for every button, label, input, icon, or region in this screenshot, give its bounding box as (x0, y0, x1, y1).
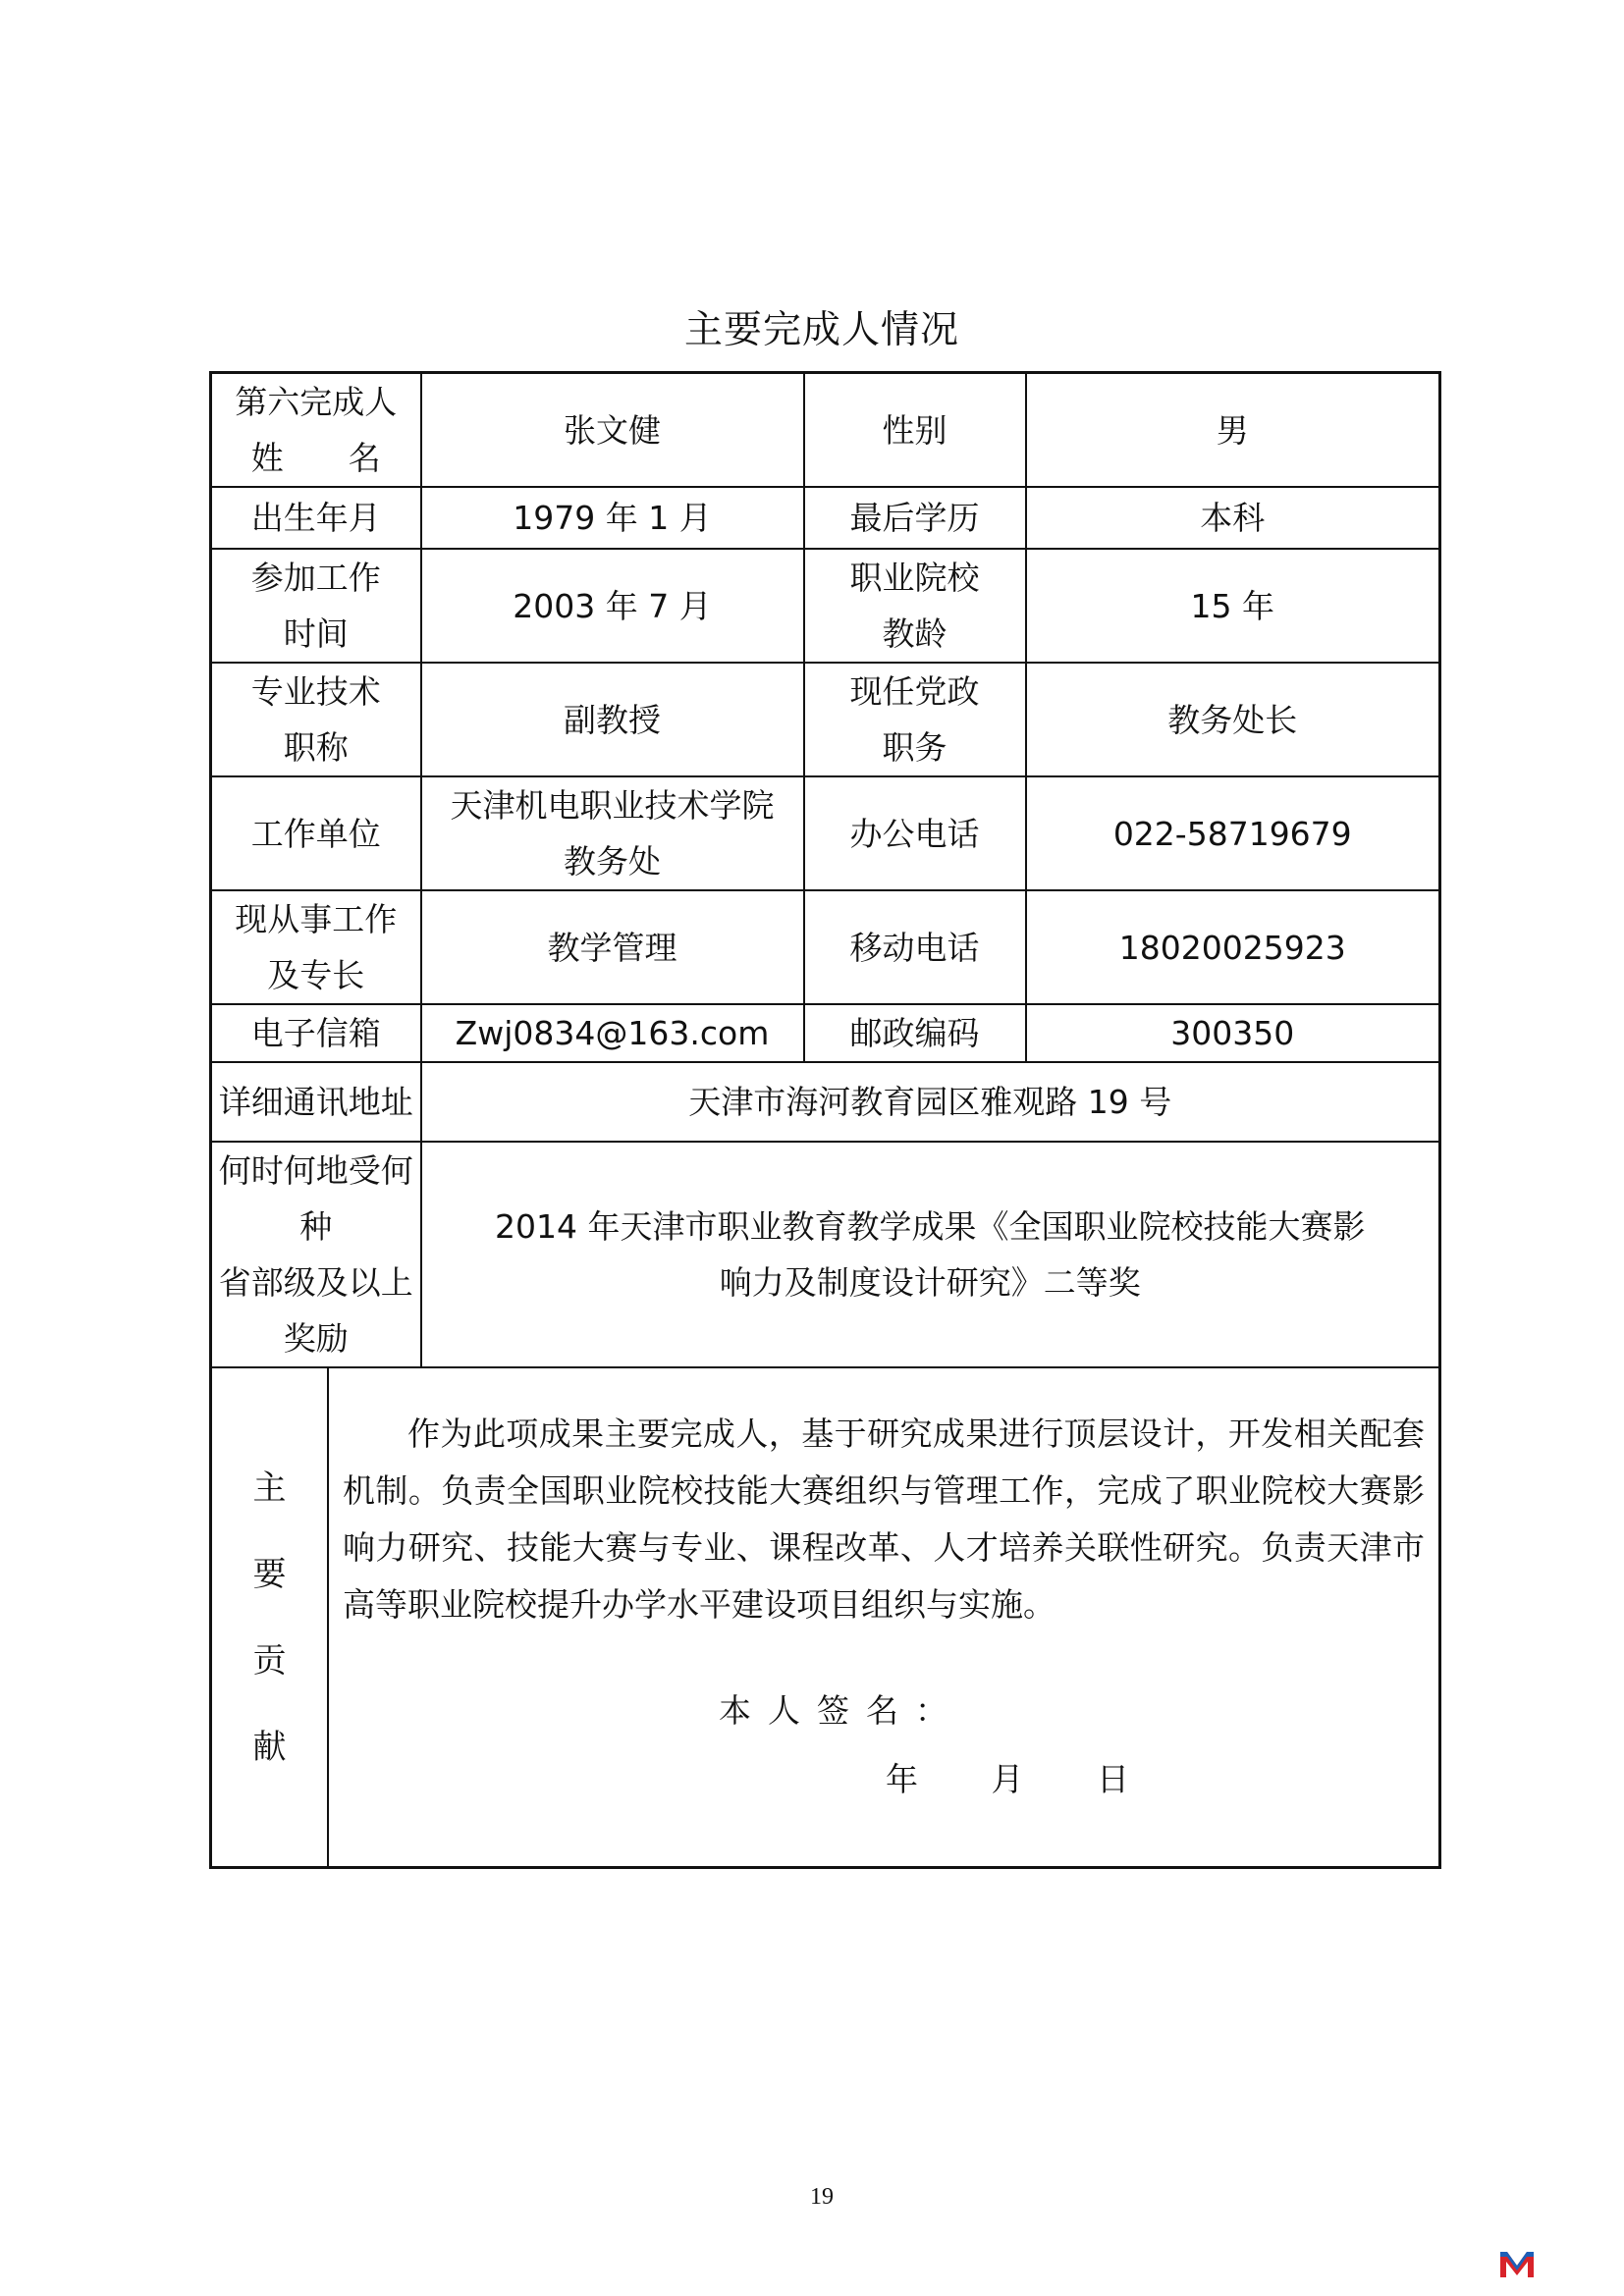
work-start-value: 2003 年 7 月 (421, 549, 804, 663)
expertise-label-line2: 及专长 (267, 956, 365, 994)
awards-label-line2: 省部级及以上奖励 (218, 1263, 413, 1358)
row-work-start (211, 549, 1440, 663)
contribution-label-char: 献 (252, 1727, 287, 1767)
employer-value-line2: 教务处 (564, 842, 661, 881)
employer-value-line1: 天津机电职业技术学院 (450, 786, 775, 825)
office-phone-label: 办公电话 (804, 776, 1026, 890)
email-value: Zwj0834@163.com (421, 1004, 804, 1062)
row-awards (211, 1142, 1440, 1367)
address-label: 详细通讯地址 (211, 1062, 421, 1142)
completer-rank-label: 第六完成人 (235, 383, 398, 421)
teaching-years-label-line1: 职业院校 (849, 559, 980, 597)
date-month-label: 月 (991, 1760, 1024, 1798)
row-name (211, 373, 1440, 488)
contribution-content-cell (328, 1368, 1438, 1866)
teaching-years-label-line2: 教龄 (882, 614, 947, 653)
education-value: 本科 (1026, 487, 1440, 549)
m-logo-icon (1497, 2247, 1537, 2280)
page-number: 19 (810, 2184, 834, 2210)
name-label-cell (211, 373, 421, 488)
pro-title-value: 副教授 (421, 663, 804, 776)
contribution-label-cell (212, 1368, 328, 1866)
teaching-years-label-cell (804, 549, 1026, 663)
work-start-label-line1: 参加工作 (250, 559, 381, 597)
awards-label-cell (211, 1142, 421, 1367)
contribution-table (212, 1368, 1438, 1866)
contribution-label-char: 贡 (252, 1640, 287, 1681)
birth-value: 1979 年 1 月 (421, 487, 804, 549)
contribution-text: 作为此项成果主要完成人，基于研究成果进行顶层设计，开发相关配套机制。负责全国职业院校技能大赛组织与管理工作，完成了职业院校大赛影响力研究、技能大赛与专业、课程改革、人才培养关联性研究。负责天津市高等职业院校提升办学水平建设项目组织与实施。 (343, 1415, 1425, 1624)
teaching-years-value: 15 年 (1026, 549, 1440, 663)
work-start-label-line2: 时间 (283, 614, 349, 653)
name-label: 姓 名 (250, 439, 381, 477)
work-start-label-cell (211, 549, 421, 663)
pro-title-label-cell (211, 663, 421, 776)
awards-value-cell (421, 1142, 1440, 1367)
page-title: 主要完成人情况 (683, 308, 959, 352)
row-birth (211, 487, 1440, 549)
postcode-label: 邮政编码 (804, 1004, 1026, 1062)
awards-label-line1: 何时何地受何种 (218, 1151, 413, 1246)
gender-value: 男 (1026, 373, 1440, 488)
birth-label: 出生年月 (211, 487, 421, 549)
expertise-label-line1: 现从事工作 (235, 900, 398, 938)
gender-label: 性别 (804, 373, 1026, 488)
row-contribution (211, 1367, 1440, 1868)
signature-label: 本人签名： (719, 1691, 964, 1730)
pro-title-label-line1: 专业技术 (250, 672, 381, 711)
postcode-value: 300350 (1026, 1004, 1440, 1062)
awards-value-line1: 2014 年天津市职业教育教学成果《全国职业院校技能大赛影 (495, 1207, 1366, 1246)
row-expertise (211, 890, 1440, 1004)
office-phone-value: 022-58719679 (1026, 776, 1440, 890)
name-value: 张文健 (421, 373, 804, 488)
employer-value-cell (421, 776, 804, 890)
pro-title-label-line2: 职称 (283, 728, 349, 767)
contribution-label-char: 主 (252, 1468, 287, 1508)
position-value: 教务处长 (1026, 663, 1440, 776)
contribution-label-char: 要 (252, 1554, 287, 1594)
email-label: 电子信箱 (211, 1004, 421, 1062)
awards-value-line2: 响力及制度设计研究》二等奖 (719, 1263, 1141, 1302)
signature-date (343, 1751, 1425, 1808)
row-title (211, 663, 1440, 776)
date-year-label: 年 (886, 1760, 918, 1798)
mobile-value: 18020025923 (1026, 890, 1440, 1004)
date-day-label: 日 (1097, 1760, 1129, 1798)
position-label-line1: 现任党政 (849, 672, 980, 711)
employer-label: 工作单位 (211, 776, 421, 890)
position-label-cell (804, 663, 1026, 776)
info-table (209, 371, 1441, 1869)
address-value: 天津市海河教育园区雅观路 19 号 (421, 1062, 1440, 1142)
position-label-line2: 职务 (882, 728, 947, 767)
expertise-value: 教学管理 (421, 890, 804, 1004)
row-address (211, 1062, 1440, 1142)
education-label: 最后学历 (804, 487, 1026, 549)
row-employer (211, 776, 1440, 890)
mobile-label: 移动电话 (804, 890, 1026, 1004)
row-email (211, 1004, 1440, 1062)
expertise-label-cell (211, 890, 421, 1004)
